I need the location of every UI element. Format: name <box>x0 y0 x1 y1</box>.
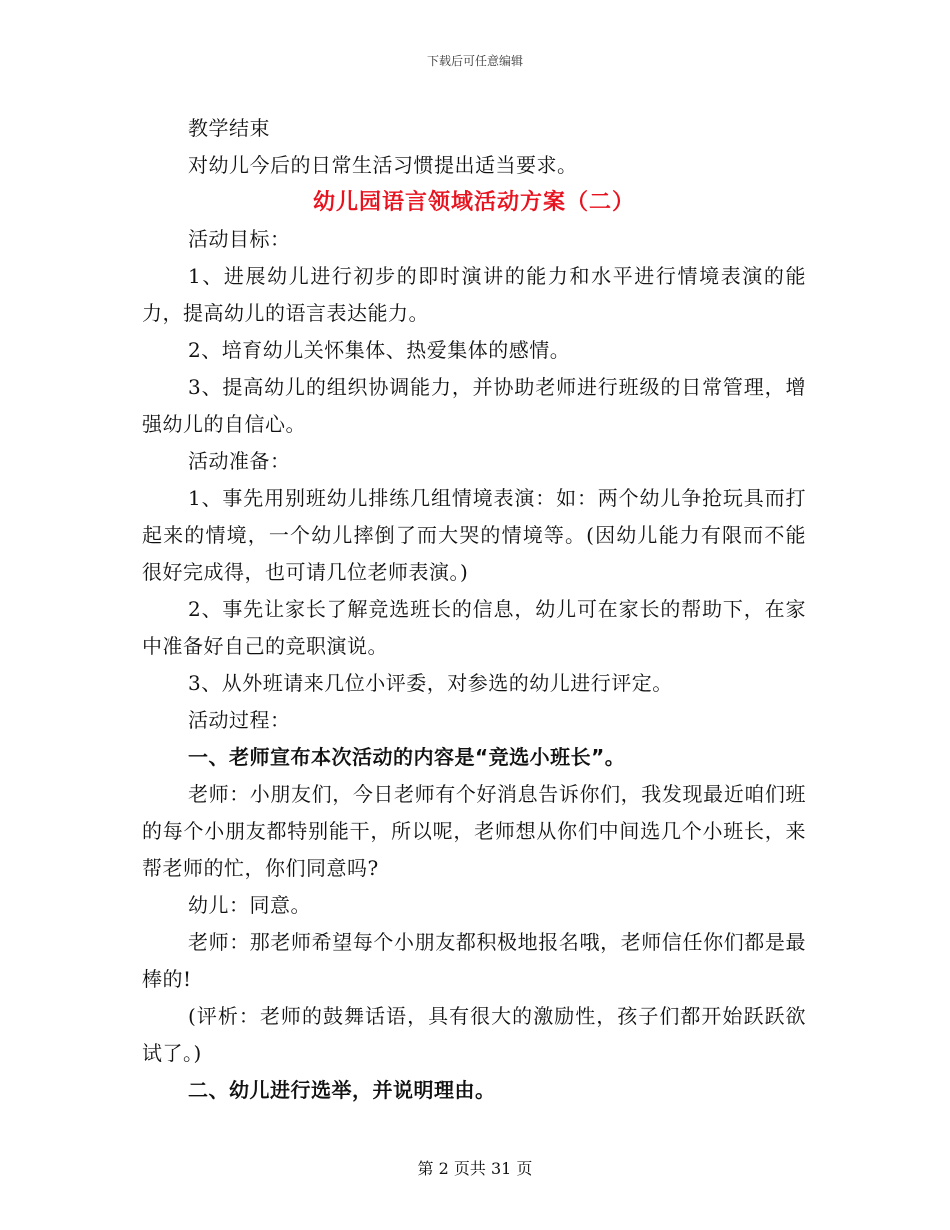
paragraph-teaching-end: 教学结束 <box>188 116 270 140</box>
goal-item-1: 1、进展幼儿进行初步的即时演讲的能力和水平进行情境表演的能力，提高幼儿的语言表达能力。 <box>142 264 806 325</box>
preparation-item-2: 2、事先让家长了解竞选班长的信息，幼儿可在家长的帮助下，在家中准备好自己的竞职演说。 <box>142 597 806 658</box>
heading-activity-process: 活动过程： <box>188 708 291 732</box>
goal-item-2: 2、培育幼儿关怀集体、热爱集体的感情。 <box>188 338 571 362</box>
heading-activity-preparation: 活动准备： <box>188 449 291 473</box>
dialogue-teacher-1: 老师：小朋友们，今日老师有个好消息告诉你们，我发现最近咱们班的每个小朋友都特别能干，所以呢，老师想从你们中间选几个小班长，来帮老师的忙，你们同意吗? <box>142 782 806 880</box>
page-header: 下载后可任意编辑 <box>426 54 523 68</box>
paragraph-habit-requirement: 对幼儿今后的日常生活习惯提出适当要求。 <box>188 153 578 177</box>
preparation-item-3: 3、从外班请来几位小评委，对参选的幼儿进行评定。 <box>188 671 673 695</box>
preparation-item-1: 1、事先用别班幼儿排练几组情境表演：如：两个幼儿争抢玩具而打起来的情境，一个幼儿摔倒了而大哭的情境等。(因幼儿能力有限而不能很好完成得，也可请几位老师表演。) <box>142 486 806 584</box>
commentary-note: (评析：老师的鼓舞话语，具有很大的激励性，孩子们都开始跃跃欲试了。) <box>142 1004 806 1065</box>
document-body <box>142 110 806 1109</box>
process-step-1-heading: 一、老师宣布本次活动的内容是“竞选小班长”。 <box>188 745 626 769</box>
page-number-footer: 第 2 页共 31 页 <box>417 1159 533 1178</box>
section-title: 幼儿园语言领域活动方案（二） <box>312 190 635 215</box>
dialogue-children-1: 幼儿：同意。 <box>188 893 311 917</box>
process-step-2-heading: 二、幼儿进行选举，并说明理由。 <box>188 1078 496 1102</box>
heading-activity-goals: 活动目标： <box>188 227 291 251</box>
goal-item-3: 3、提高幼儿的组织协调能力，并协助老师进行班级的日常管理，增强幼儿的自信心。 <box>142 375 806 436</box>
dialogue-teacher-2: 老师：那老师希望每个小朋友都积极地报名哦，老师信任你们都是最棒的! <box>142 930 806 991</box>
